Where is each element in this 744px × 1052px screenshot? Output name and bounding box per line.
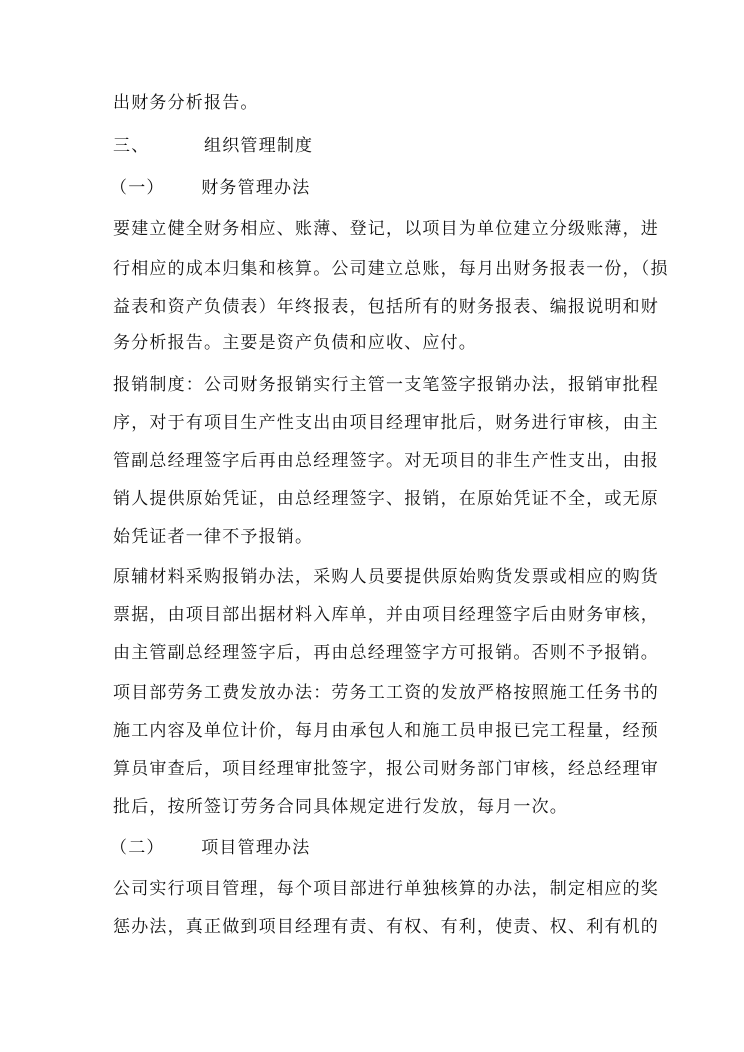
subsection-heading	[110, 837, 630, 859]
paragraph-line: 管副总经理签字后再由总经理签字。对无项目的非生产性支出，由报	[113, 451, 659, 471]
paragraph-line: 由主管副总经理签字后，再由总经理签字方可报销。否则不予报销。	[113, 643, 659, 663]
paragraph-line: 销人提供原始凭证，由总经理签字、报销，在原始凭证不全，或无原	[113, 489, 659, 509]
paragraph-line: 项目部劳务工费发放办法：劳务工工资的发放严格按照施工任务书的	[113, 683, 659, 703]
text-line: 出财务分析报告。	[113, 93, 259, 113]
paragraph-line: 序，对于有项目生产性支出由项目经理审批后，财务进行审核，由主	[113, 413, 659, 433]
paragraph-line: 始凭证者一律不予报销。	[113, 527, 314, 547]
paragraph-line: 要建立健全财务相应、账薄、登记，以项目为单位建立分级账薄，进	[113, 219, 659, 239]
paragraph-line: 益表和资产负债表）年终报表，包括所有的财务报表、编报说明和财	[113, 297, 659, 317]
subsection-title: 项目管理办法	[201, 838, 311, 858]
subsection-number: （二）	[110, 838, 165, 858]
paragraph-line: 批后，按所签订劳务合同具体规定进行发放，每月一次。	[113, 797, 568, 817]
paragraph-line: 公司实行项目管理，每个项目部进行单独核算的办法，制定相应的奖	[113, 879, 659, 899]
paragraph-line: 惩办法，真正做到项目经理有责、有权、有利，使责、权、利有机的	[113, 917, 659, 937]
paragraph-line: 票据，由项目部出据材料入库单，并由项目经理签字后由财务审核，	[113, 605, 659, 625]
paragraph-line: 原辅材料采购报销办法，采购人员要提供原始购货发票或相应的购货	[113, 567, 659, 587]
paragraph-line: 行相应的成本归集和核算。公司建立总账，每月出财务报表一份，（损	[113, 259, 669, 279]
section-title: 组织管理制度	[204, 136, 314, 156]
section-heading	[113, 135, 633, 157]
section-number: 三、	[113, 136, 150, 156]
subsection-title: 财务管理办法	[201, 178, 311, 198]
paragraph-line: 务分析报告。主要是资产负债和应收、应付。	[113, 333, 477, 353]
subsection-number: （一）	[110, 178, 165, 198]
paragraph-line: 算员审查后，项目经理审批签字，报公司财务部门审核，经总经理审	[113, 759, 659, 779]
paragraph-line: 施工内容及单位计价，每月由承包人和施工员申报已完工程量，经预	[113, 721, 659, 741]
paragraph-line: 报销制度：公司财务报销实行主管一支笔签字报销办法，报销审批程	[113, 375, 659, 395]
subsection-heading	[110, 177, 630, 199]
